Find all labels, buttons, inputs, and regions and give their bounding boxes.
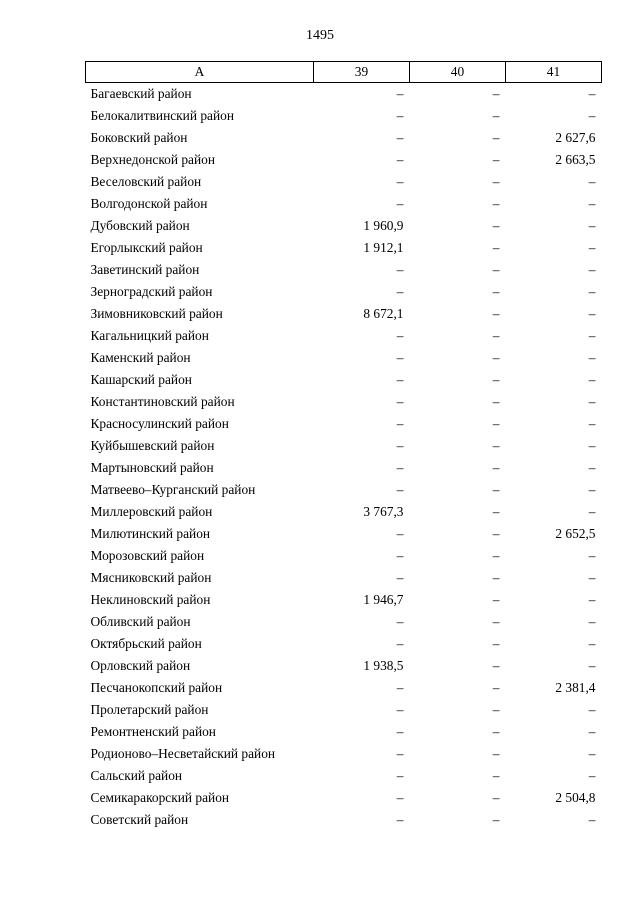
col-39-cell: – [396, 548, 404, 563]
col-39-cell: – [396, 680, 404, 695]
col-41-cell: – [588, 636, 596, 651]
col-40-cell: – [492, 482, 500, 497]
col-39-cell: – [396, 438, 404, 453]
col-40-cell: – [492, 658, 500, 673]
district-name-cell: Орловский район [90, 658, 191, 673]
col-39-cell: 3 767,3 [363, 504, 404, 519]
header-row [86, 62, 602, 83]
col-39-cell: – [396, 460, 404, 475]
col-41-cell: – [588, 196, 596, 211]
col-40-cell: – [492, 394, 500, 409]
col-41-cell: – [588, 438, 596, 453]
col-41-cell: – [588, 504, 596, 519]
table-row [86, 105, 602, 127]
table-row [86, 523, 602, 545]
district-name-cell: Багаевский район [90, 86, 192, 101]
header-cell-a: А [86, 62, 314, 83]
col-39-cell: – [396, 416, 404, 431]
district-name-cell: Матвеево–Курганский район [90, 482, 256, 497]
col-40-cell: – [492, 174, 500, 189]
table-row [86, 83, 602, 106]
table-row [86, 391, 602, 413]
district-name-cell: Пролетарский район [90, 702, 209, 717]
col-40-cell: – [492, 372, 500, 387]
col-41-cell: – [588, 218, 596, 233]
table-row [86, 567, 602, 589]
col-39-cell: 8 672,1 [363, 306, 404, 321]
district-name-cell: Обливский район [90, 614, 191, 629]
col-41-cell: – [588, 702, 596, 717]
table-row [86, 721, 602, 743]
col-40-cell: – [492, 328, 500, 343]
district-name-cell: Каменский район [90, 350, 191, 365]
table-row [86, 237, 602, 259]
col-41-cell: – [588, 724, 596, 739]
col-39-cell: – [396, 790, 404, 805]
district-name-cell: Милютинский район [90, 526, 211, 541]
col-40-cell: – [492, 702, 500, 717]
district-name-cell: Веселовский район [90, 174, 202, 189]
col-41-cell: – [588, 108, 596, 123]
col-40-cell: – [492, 284, 500, 299]
col-41-cell: – [588, 240, 596, 255]
col-40-cell: – [492, 152, 500, 167]
table-row [86, 501, 602, 523]
col-39-cell: – [396, 636, 404, 651]
col-39-cell: – [396, 768, 404, 783]
col-41-cell: – [588, 174, 596, 189]
col-41-cell: 2 663,5 [555, 152, 596, 167]
table-row [86, 699, 602, 721]
header-cell-41: 41 [506, 62, 602, 83]
district-name-cell: Кагальницкий район [90, 328, 209, 343]
district-name-cell: Советский район [90, 812, 189, 827]
col-40-cell: – [492, 460, 500, 475]
table-row [86, 611, 602, 633]
col-39-cell: – [396, 746, 404, 761]
table-row [86, 787, 602, 809]
col-40-cell: – [492, 768, 500, 783]
col-39-cell: – [396, 108, 404, 123]
col-41-cell: – [588, 768, 596, 783]
table-row [86, 677, 602, 699]
header-cell-40: 40 [410, 62, 506, 83]
col-40-cell: – [492, 86, 500, 101]
district-name-cell: Зерноградский район [90, 284, 213, 299]
col-39-cell: – [396, 262, 404, 277]
table-row [86, 809, 602, 831]
district-name-cell: Зимовниковский район [90, 306, 223, 321]
col-40-cell: – [492, 438, 500, 453]
table-row [86, 655, 602, 677]
col-41-cell: 2 652,5 [555, 526, 596, 541]
district-name-cell: Дубовский район [90, 218, 190, 233]
col-41-cell: – [588, 416, 596, 431]
district-name-cell: Семикаракорский район [90, 790, 230, 805]
district-name-cell: Верхнедонской район [90, 152, 216, 167]
col-39-cell: – [396, 174, 404, 189]
col-41-cell: – [588, 372, 596, 387]
table-row [86, 171, 602, 193]
col-39-cell: – [396, 614, 404, 629]
col-40-cell: – [492, 548, 500, 563]
col-39-cell: – [396, 284, 404, 299]
col-41-cell: – [588, 284, 596, 299]
col-39-cell: – [396, 394, 404, 409]
col-40-cell: – [492, 196, 500, 211]
header-cell-39: 39 [314, 62, 410, 83]
table-row [86, 281, 602, 303]
col-40-cell: – [492, 416, 500, 431]
col-41-cell: – [588, 306, 596, 321]
district-name-cell: Заветинский район [90, 262, 200, 277]
district-name-cell: Песчанокопский район [90, 680, 223, 695]
col-40-cell: – [492, 592, 500, 607]
col-40-cell: – [492, 262, 500, 277]
col-40-cell: – [492, 240, 500, 255]
col-41-cell: – [588, 658, 596, 673]
col-39-cell: – [396, 130, 404, 145]
col-40-cell: – [492, 680, 500, 695]
table-row [86, 633, 602, 655]
col-41-cell: 2 381,4 [555, 680, 596, 695]
table-row [86, 765, 602, 787]
district-name-cell: Сальский район [90, 768, 183, 783]
table-row [86, 149, 602, 171]
district-name-cell: Егорлыкский район [90, 240, 203, 255]
col-41-cell: – [588, 614, 596, 629]
district-name-cell: Неклиновский район [90, 592, 211, 607]
district-name-cell: Октябрьский район [90, 636, 202, 651]
col-41-cell: – [588, 328, 596, 343]
table-body [86, 83, 602, 832]
col-39-cell: – [396, 702, 404, 717]
table-row [86, 215, 602, 237]
col-40-cell: – [492, 570, 500, 585]
col-41-cell: – [588, 570, 596, 585]
col-39-cell: – [396, 570, 404, 585]
col-39-cell: – [396, 482, 404, 497]
col-41-cell: – [588, 592, 596, 607]
col-40-cell: – [492, 350, 500, 365]
district-name-cell: Ремонтненский район [90, 724, 216, 739]
col-40-cell: – [492, 746, 500, 761]
table-row [86, 303, 602, 325]
district-name-cell: Куйбышевский район [90, 438, 215, 453]
table-row [86, 457, 602, 479]
table-row [86, 347, 602, 369]
district-name-cell: Кашарский район [90, 372, 192, 387]
col-39-cell: – [396, 724, 404, 739]
table-row [86, 435, 602, 457]
col-40-cell: – [492, 812, 500, 827]
col-39-cell: 1 946,7 [363, 592, 404, 607]
col-41-cell: – [588, 394, 596, 409]
col-39-cell: 1 912,1 [363, 240, 404, 255]
col-39-cell: – [396, 196, 404, 211]
col-41-cell: – [588, 812, 596, 827]
col-41-cell: – [588, 262, 596, 277]
col-39-cell: – [396, 526, 404, 541]
district-name-cell: Миллеровский район [90, 504, 213, 519]
col-40-cell: – [492, 504, 500, 519]
col-41-cell: – [588, 350, 596, 365]
table-row [86, 589, 602, 611]
district-name-cell: Родионово–Несветайский район [90, 746, 276, 761]
col-40-cell: – [492, 130, 500, 145]
data-table [85, 61, 602, 831]
col-40-cell: – [492, 218, 500, 233]
col-41-cell: 2 504,8 [555, 790, 596, 805]
col-40-cell: – [492, 614, 500, 629]
table-row [86, 193, 602, 215]
col-39-cell: – [396, 350, 404, 365]
col-40-cell: – [492, 724, 500, 739]
district-name-cell: Константиновский район [90, 394, 235, 409]
table-row [86, 743, 602, 765]
col-39-cell: – [396, 152, 404, 167]
col-40-cell: – [492, 108, 500, 123]
col-41-cell: 2 627,6 [555, 130, 596, 145]
col-41-cell: – [588, 746, 596, 761]
table-row [86, 413, 602, 435]
district-name-cell: Морозовский район [90, 548, 205, 563]
col-40-cell: – [492, 526, 500, 541]
district-name-cell: Красносулинский район [90, 416, 229, 431]
col-39-cell: – [396, 812, 404, 827]
col-39-cell: 1 938,5 [363, 658, 404, 673]
col-39-cell: – [396, 372, 404, 387]
col-39-cell: 1 960,9 [363, 218, 404, 233]
table-header [86, 62, 602, 83]
district-name-cell: Мартыновский район [90, 460, 214, 475]
table-row [86, 369, 602, 391]
col-40-cell: – [492, 306, 500, 321]
col-41-cell: – [588, 86, 596, 101]
col-40-cell: – [492, 636, 500, 651]
district-name-cell: Белокалитвинский район [90, 108, 235, 123]
district-name-cell: Мясниковский район [90, 570, 212, 585]
page-number: 1495 [306, 28, 334, 43]
col-39-cell: – [396, 328, 404, 343]
table-row [86, 259, 602, 281]
col-39-cell: – [396, 86, 404, 101]
table-row [86, 325, 602, 347]
col-40-cell: – [492, 790, 500, 805]
district-name-cell: Боковский район [90, 130, 188, 145]
col-41-cell: – [588, 460, 596, 475]
table-row [86, 545, 602, 567]
col-41-cell: – [588, 482, 596, 497]
district-name-cell: Волгодонской район [90, 196, 208, 211]
table-row [86, 127, 602, 149]
table-row [86, 479, 602, 501]
col-41-cell: – [588, 548, 596, 563]
